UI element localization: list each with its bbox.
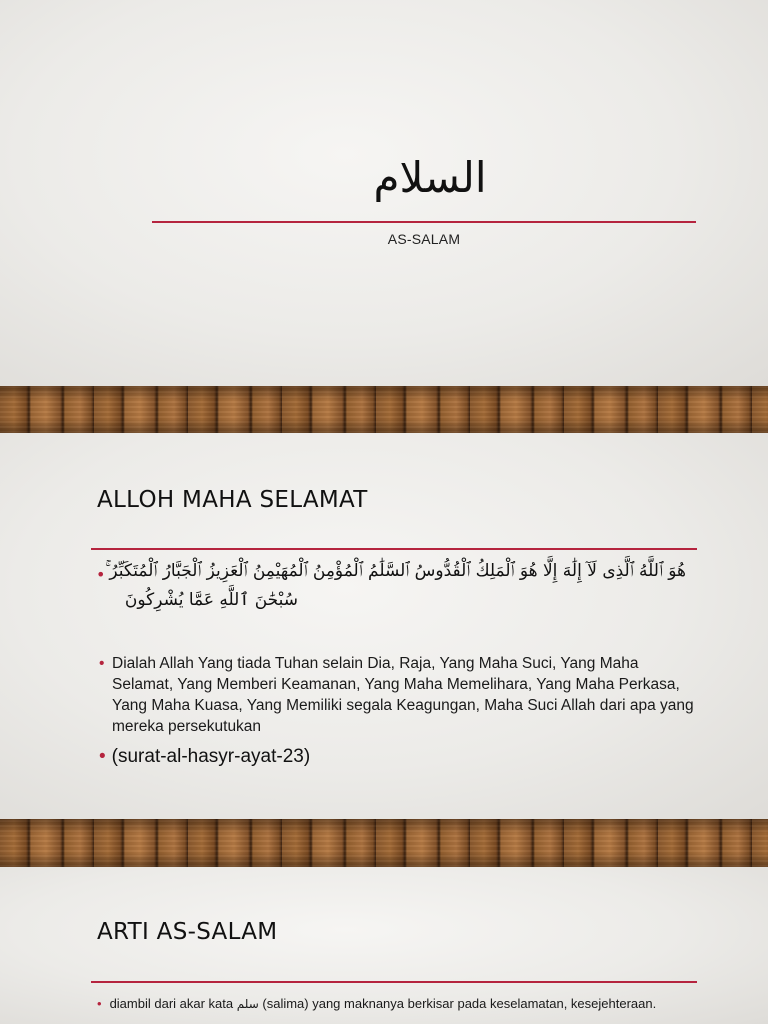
definition-prefix: diambil dari akar kata	[109, 996, 234, 1011]
translation-text: Dialah Allah Yang tiada Tuhan selain Dia, Raja, Yang Maha Suci, Yang Maha Selamat, Yang Memberi Keamanan, Yang Maha Memelihara, Yang Maha Perkasa, Yang Maha Kuasa, Yang Memiliki segala Keagungan, Maha Suci Allah dari apa yang mereka persekutukan	[112, 655, 694, 735]
subtitle: AS-SALAM	[387, 231, 461, 247]
bullet-icon: •	[99, 746, 106, 767]
definition-line	[97, 996, 656, 1011]
bullet-icon: •	[99, 655, 105, 672]
slide-heading: ALLOH MAHA SELAMAT	[97, 487, 368, 513]
verse-line-2: سُبْحَٰنَ ٱللَّهِ عَمَّا يُشْرِكُونَ	[124, 590, 298, 610]
arabic-title: السلام	[373, 153, 487, 202]
slide-heading: ARTI AS-SALAM	[97, 919, 278, 945]
title-divider	[152, 221, 696, 223]
bullet-icon: •	[96, 565, 106, 584]
slide-alloh-maha-selamat	[0, 433, 768, 819]
definition-suffix: (salima) yang maknanya berkisar pada keselamatan, kesejehteraan.	[262, 996, 657, 1011]
bullet-icon: •	[97, 996, 102, 1011]
wood-floor-strip	[0, 386, 768, 433]
wood-floor-strip	[0, 819, 768, 867]
definition-arabic: سلم	[236, 997, 259, 1011]
slide-title	[0, 0, 768, 386]
verse-line-1: هُوَ ٱللَّهُ ٱلَّذِى لَآ إِلَٰهَ إِلَّا هُوَ ٱلْمَلِكُ ٱلْقُدُّوسُ ٱلسَّلَٰمُ ٱلْمُؤْمِنُ ٱلْمُهَيْمِنُ ٱلْعَزِيزُ ٱلْجَبَّارُ ٱلْمُتَكَبِّرُ ۚ	[105, 561, 686, 581]
verse-reference	[99, 746, 310, 768]
reference-text: (surat-al-hasyr-ayat-23)	[111, 746, 311, 767]
translation-paragraph	[99, 653, 699, 737]
heading-divider	[91, 981, 697, 983]
slide-arti-as-salam	[0, 867, 768, 1024]
heading-divider	[91, 548, 697, 550]
